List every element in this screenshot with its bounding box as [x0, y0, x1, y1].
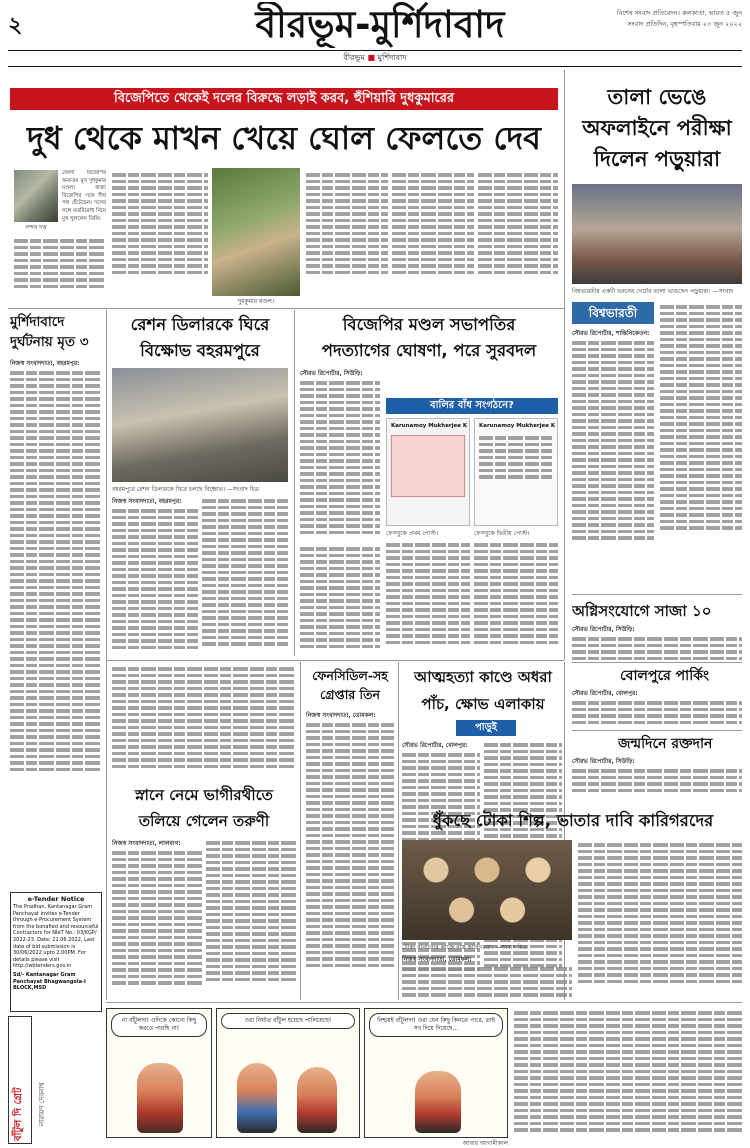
lead-col2 — [112, 170, 208, 302]
ration-headline-1: রেশন ডিলারকে ঘিরে — [130, 315, 270, 334]
right-top-byline: সৌরভ রিপোর্টার, শান্তিনিকেতন: — [572, 330, 650, 336]
bjp-col2 — [386, 540, 470, 656]
lead-col5 — [478, 170, 558, 302]
toka-byline: নিজস্ব সংবাদদাতা, ডোমকল: — [402, 956, 472, 962]
arson-headline: অগ্নিসংযোগে সাজা ১০ — [572, 602, 712, 620]
bhagirathi-col1 — [112, 848, 202, 998]
murshidabad-byline: নিজস্ব সংবাদদাতা, বহরমপুর: — [10, 360, 80, 366]
cartoon-figure-1 — [137, 1063, 183, 1133]
bhagirathi-col2 — [206, 838, 296, 998]
bjp-fb-post-2 — [474, 418, 558, 526]
lead-kicker: বিজেপিতে থেকেই দলের বিরুদ্ধে লড়াই করব, হুঁশিয়ারি দুধকুমারের — [10, 88, 558, 110]
right-top-section-label: বিশ্বভারতী — [572, 302, 654, 324]
cartoon-panel-2-bubble: ওরা নির্ঘাত বাঁটুল হয়েছে পালিয়েছে! — [221, 1013, 355, 1029]
fb-post-1-image — [391, 435, 465, 497]
phensedyl-body — [306, 720, 394, 998]
lead-col3 — [306, 170, 388, 302]
phensedyl-headline-1: ফেনসিডিল-সহ — [312, 668, 388, 683]
bjp-col3 — [474, 540, 558, 656]
ration-photo — [112, 368, 288, 482]
bjp-byline: সৌরভ রিপোর্টার, সিউড়ি: — [300, 370, 363, 376]
phensedyl-byline: নিজস্ব সংবাদদাতা, ডোমকল: — [306, 712, 376, 718]
cartoon-panel-3 — [364, 1008, 508, 1138]
cartoon-series-label — [8, 1016, 32, 1144]
masthead-meta-line1: বিশেষ সংবাদ প্রতিবেদন। কলকাতা, ভারত ৫ জুন — [616, 9, 742, 17]
bjp-tag: বালির বাঁধ সংগঠনে? — [386, 398, 558, 414]
tender-body: The Pradhan, Kantanagar Gram Panchayat invites e-Tender through e-Procurement System from the bonafied and resourceful Contractors for NIeT No.: 03/KGP/ 2022-23. Date: 21.06.2022, Last date of bid submission is 30/06/2022 upto 2.00PM. For details please visit http://wbtenders.gov.in — [13, 904, 99, 970]
ration-continuation — [112, 664, 296, 778]
lead-col1 — [14, 236, 106, 304]
masthead-subtitle — [300, 52, 450, 64]
fb-post-1-header — [387, 419, 469, 433]
toka-col2 — [578, 840, 742, 1000]
right-top-col2 — [660, 302, 742, 588]
lead-byline: নন্দন দত্ত — [25, 224, 47, 231]
murshidabad-headline: মুর্শিদাবাদে দুর্ঘটনায় মৃত ৩ — [10, 314, 89, 350]
tender-title: e-Tender Notice — [27, 895, 85, 903]
cartoon-figure-3 — [415, 1071, 461, 1133]
bjp-col1 — [300, 378, 380, 540]
blood-headline: জন্মদিনে রক্তদান — [618, 736, 713, 752]
lead-photo — [212, 168, 300, 296]
bjp-headline-1: বিজেপির মণ্ডল সভাপতির — [342, 315, 516, 334]
toka-photo — [402, 840, 572, 940]
lead-portrait — [14, 170, 58, 222]
murshidabad-body — [10, 368, 102, 796]
cartoon-credit-box — [34, 1016, 50, 1144]
suicide-byline: সৌরভ রিপোর্টার, বোলপুর: — [402, 742, 468, 748]
lead-intro: জেলা বিজেপির অন্যতম মুখ দুধকুমার মণ্ডল। রাজ্য বিজেপির সঙ্গে দীর্ঘ পথ হেঁটেছেন। দলের সঙ্গে মতবিরোধ নিয়ে মুখ খুললেন তিনি। — [62, 170, 106, 222]
bjp-col1b — [300, 544, 380, 656]
cartoon-panel-2 — [216, 1008, 360, 1138]
right-top-headline: তালা ভেঙে অফলাইনে পরীক্ষা দিলেন পড়ুয়ারা — [582, 85, 732, 171]
suicide-headline — [402, 664, 564, 718]
ration-caption: বহরমপুরে রেশন ডিলারকে ঘিরে চলছে বিক্ষোভ। —সংবাদ চিত্র — [112, 486, 260, 493]
sub-separator: ■ — [367, 53, 378, 62]
toka-continuation — [514, 1008, 742, 1142]
bhagirathi-byline: নিজস্ব সংবাদদাতা, লালবাগ: — [112, 840, 181, 846]
masthead-meta-line2: সংবাদ প্রতিদিন, বৃহস্পতিবার ২৩ জুন ২০২২ — [627, 20, 742, 28]
right-top-photo — [572, 184, 742, 284]
toka-caption: টোকা বানানোর কাজে ব্যস্ত কারিগররা। —সংবাদ চিত্র — [402, 944, 527, 951]
bhagirathi-headline-2: তলিয়ে গেলেন তরুণী — [138, 812, 270, 830]
arson-byline: সৌরভ রিপোর্টার, সিউড়ি: — [572, 626, 635, 632]
cartoon-figure-2b — [297, 1067, 337, 1133]
tender-notice — [10, 892, 102, 1012]
arson-body — [572, 634, 742, 660]
cartoon-panel-1-bubble: না বাঁটুলদা! ওদিকে কোনো কিছু করতে পারছি না! — [111, 1013, 207, 1037]
phensedyl-headline — [306, 666, 394, 706]
suicide-headline-2: পাঁচ, ক্ষোভ এলাকায় — [421, 695, 545, 713]
cartoon-series: বাঁটুল দি গ্রেট — [13, 1087, 24, 1141]
bjp-fb-post-1 — [386, 418, 470, 526]
phensedyl-headline-2: গ্রেপ্তার তিন — [320, 687, 380, 702]
parking-headline: বোলপুরে পার্কিং — [620, 668, 710, 684]
cartoon-panel-1 — [106, 1008, 212, 1138]
sub-right: মুর্শিদাবাদ — [377, 53, 407, 62]
page-number-text: ২ — [8, 13, 23, 38]
ration-col1 — [112, 506, 198, 656]
fb-post-1-name: Karunamoy Mukherjee K — [391, 423, 468, 429]
cartoon-panel-3-bubble: নিশ্চয়ই বাঁটুলদা! ওরা যেন কিছু কিনতে পারে, তাই সব দিয়ে দিয়েছে... — [369, 1013, 503, 1037]
toka-col1 — [402, 964, 572, 1000]
bjp-headline — [300, 312, 558, 364]
fb-post-2-header — [475, 419, 557, 433]
masthead-title: বীরভূম-মুর্শিদাবাদ — [255, 3, 505, 46]
cartoon-footer: আবার আগামীকাল — [462, 1140, 508, 1147]
right-spacer — [572, 800, 742, 804]
blood-body — [572, 766, 742, 796]
tender-signoff: Sd/- Kantanagar Gram Panchayat Bhagwangola-I BLOCK,MSD — [13, 971, 86, 992]
bjp-headline-2: পদত্যাগের ঘোষণা, পরে সুরবদল — [321, 341, 537, 360]
lead-photo-caption: দুধকুমার মণ্ডল। — [237, 298, 275, 305]
ration-byline: নিজস্ব সংবাদদাতা, বহরমপুর: — [112, 498, 182, 504]
right-top-caption: বিশ্বভারতীর একটি ভবনের গেটের তালা ভাঙছেন পড়ুয়ারা। —সংবাদ — [572, 288, 734, 295]
suicide-headline-1: আত্মহত্যা কাণ্ডে অধরা — [414, 668, 552, 686]
masthead-meta — [560, 8, 742, 38]
ration-col2 — [202, 496, 288, 656]
ration-headline — [112, 312, 288, 364]
parking-body — [572, 698, 742, 726]
toka-headline: ধুঁকছে টোকা শিল্প, ভাতার দাবি কারিগরদের — [432, 811, 714, 830]
bhagirathi-headline-1: স্নানে নেমে ভাগীরথীতে — [135, 786, 273, 804]
blood-byline: সৌরভ রিপোর্টার, সিউড়ি: — [572, 758, 635, 764]
cartoon-credit: নারায়ণ দেবনাথ — [38, 1082, 46, 1126]
suicide-label: পাড়ুই — [456, 720, 516, 736]
ration-headline-2: বিক্ষোভ বহরমপুরে — [140, 341, 260, 360]
cartoon-figure-2a — [237, 1063, 277, 1133]
lead-col4 — [392, 170, 474, 302]
fb-post-2-name: Karunamoy Mukherjee K — [479, 423, 556, 429]
parking-byline: সৌরভ রিপোর্টার, বোলপুর: — [572, 690, 638, 696]
lead-headline: দুধ থেকে মাখন খেয়ে ঘোল ফেলতে দেব — [27, 119, 541, 157]
fb-post-2-text — [479, 436, 553, 512]
bjp-caption-left: ফেসবুকে প্রথম পোস্ট। — [386, 530, 439, 537]
bjp-caption-right: ফেসবুকে দ্বিতীয় পোস্ট। — [474, 530, 530, 537]
page-number — [8, 8, 38, 38]
right-top-col1 — [572, 338, 654, 588]
bhagirathi-headline — [112, 782, 296, 834]
sub-left: বীরভূম — [343, 53, 365, 62]
